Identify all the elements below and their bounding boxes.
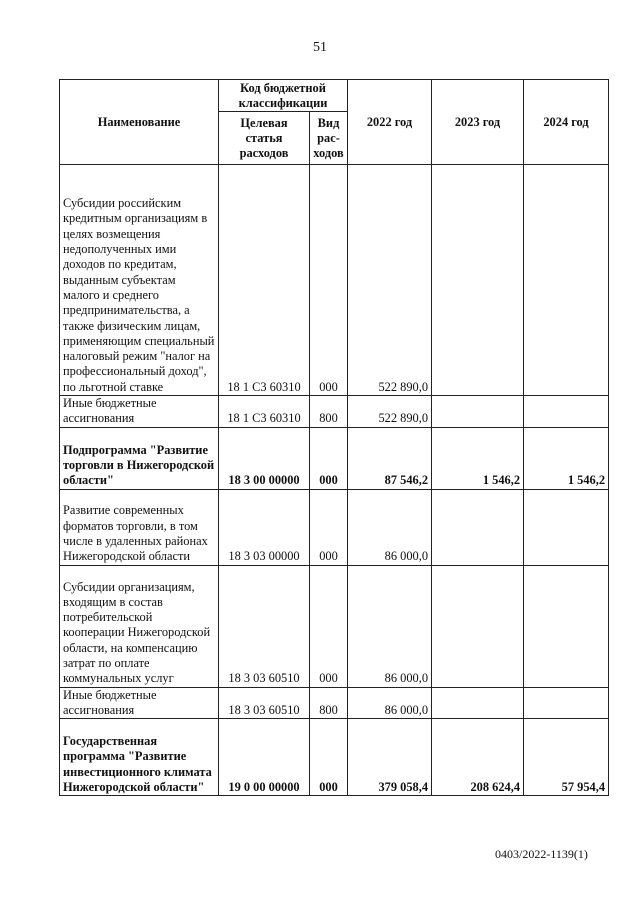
table-row xyxy=(60,687,609,719)
row-2022: 87 546,2 xyxy=(348,427,432,489)
budget-table xyxy=(59,79,609,796)
row-2024: 57 954,4 xyxy=(524,719,609,796)
table-row xyxy=(60,719,609,796)
row-2022: 86 000,0 xyxy=(348,565,432,687)
row-2023: 208 624,4 xyxy=(432,719,524,796)
row-code: 18 3 00 00000 xyxy=(219,427,310,489)
row-2023 xyxy=(432,565,524,687)
row-name: Субсидии российским кредитным организациям в целях возмещения недополученных ими доходов по кредитам, выданным субъектам малого и среднего предпринимательства, а также физическим лицам, применяющим специальный налоговый режим "налог на профессиональный доход", по льготной ставке xyxy=(60,165,219,396)
row-name: Иные бюджетные ассигнования xyxy=(60,687,219,719)
row-name: Подпрограмма "Развитие торговли в Нижегородской области" xyxy=(60,427,219,489)
row-code: 18 3 03 60510 xyxy=(219,565,310,687)
row-code: 18 3 03 60510 xyxy=(219,687,310,719)
row-2024 xyxy=(524,165,609,396)
row-2023: 1 546,2 xyxy=(432,427,524,489)
row-2024 xyxy=(524,687,609,719)
row-2024 xyxy=(524,565,609,687)
row-code: 18 3 03 00000 xyxy=(219,489,310,565)
row-type: 800 xyxy=(310,687,348,719)
row-2022: 522 890,0 xyxy=(348,165,432,396)
row-code: 18 1 C3 60310 xyxy=(219,396,310,428)
row-type: 000 xyxy=(310,489,348,565)
row-name: Государственная программа "Развитие инвестиционного климата Нижегородской области" xyxy=(60,719,219,796)
document-code: 0403/2022-1139(1) xyxy=(495,847,588,861)
header-name: Наименование xyxy=(60,80,219,165)
table-row xyxy=(60,565,609,687)
row-2023 xyxy=(432,396,524,428)
row-name: Иные бюджетные ассигнования xyxy=(60,396,219,428)
table-row xyxy=(60,165,609,396)
header-year-2023: 2023 год xyxy=(432,80,524,165)
row-type: 000 xyxy=(310,165,348,396)
table-row xyxy=(60,489,609,565)
row-2023 xyxy=(432,165,524,396)
row-2022: 86 000,0 xyxy=(348,687,432,719)
row-2024 xyxy=(524,396,609,428)
row-type: 000 xyxy=(310,565,348,687)
row-2022: 522 890,0 xyxy=(348,396,432,428)
row-2022: 379 058,4 xyxy=(348,719,432,796)
row-code: 19 0 00 00000 xyxy=(219,719,310,796)
header-year-2024: 2024 год xyxy=(524,80,609,165)
page-number: 51 xyxy=(313,40,327,55)
row-code: 18 1 C3 60310 xyxy=(219,165,310,396)
row-2022: 86 000,0 xyxy=(348,489,432,565)
table-row xyxy=(60,396,609,428)
row-2024: 1 546,2 xyxy=(524,427,609,489)
row-name: Субсидии организациям, входящим в состав потребительской кооперации Нижегородской области, на компенсацию затрат по оплате коммунальных услуг xyxy=(60,565,219,687)
table-row xyxy=(60,427,609,489)
row-name: Развитие современных форматов торговли, в том числе в удаленных районах Нижегородской области xyxy=(60,489,219,565)
row-type: 800 xyxy=(310,396,348,428)
header-year-2022: 2022 год xyxy=(348,80,432,165)
header-expense-type: Вид рас-ходов xyxy=(310,112,348,165)
row-2023 xyxy=(432,489,524,565)
row-2023 xyxy=(432,687,524,719)
header-code-group: Код бюджетной классификации xyxy=(219,80,348,112)
row-type: 000 xyxy=(310,719,348,796)
header-target-article: Целевая статья расходов xyxy=(219,112,310,165)
row-2024 xyxy=(524,489,609,565)
row-type: 000 xyxy=(310,427,348,489)
